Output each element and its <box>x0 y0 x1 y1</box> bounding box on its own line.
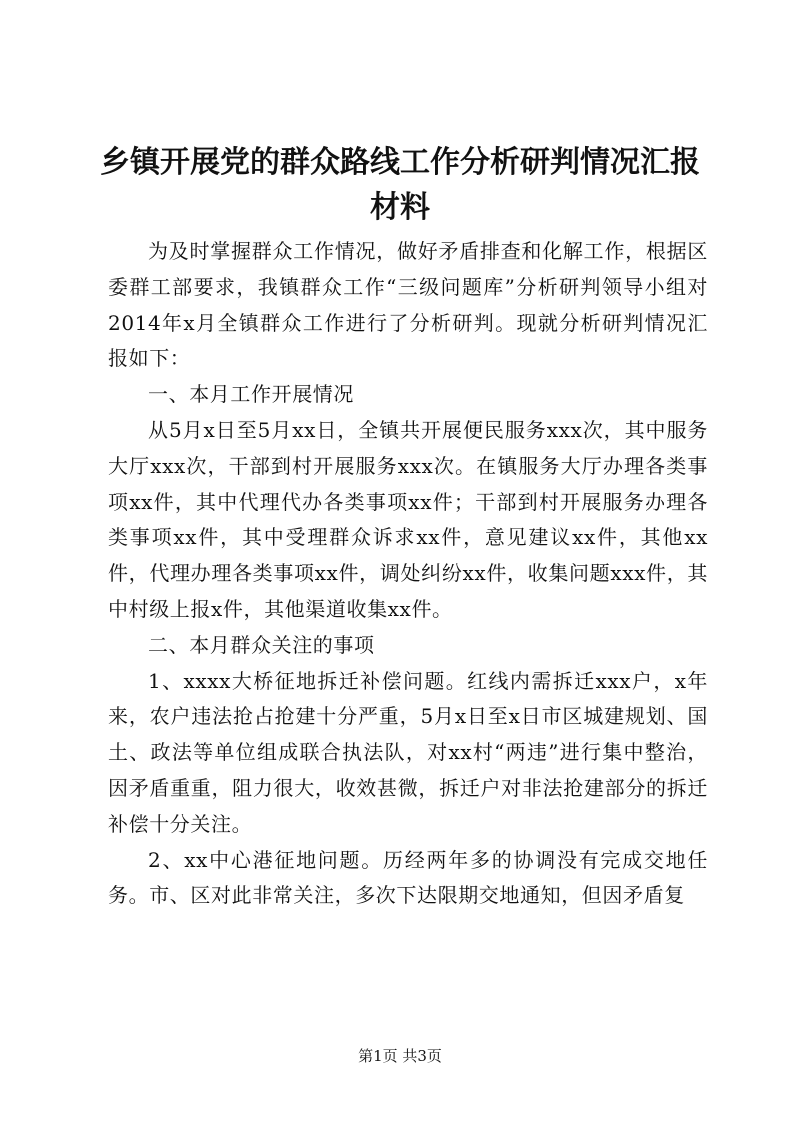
document-title: 乡镇开展党的群众路线工作分析研判情况汇报材料 <box>100 145 700 225</box>
work-summary-paragraph: 从5月x日至5月xx日，全镇共开展便民服务xxx次，其中服务大厅xxx次，干部到村开展服务xxx次。在镇服务大厅办理各类事项xx件，其中代理代办各类事项xx件；干部到村开展服务办理各类事项xx件，其中受理群众诉求xx件，意见建议xx件，其他xx件，代理办理各类事项xx件，调处纠纷xx件，收集问题xxx件，其中村级上报x件，其他渠道收集xx件。 <box>108 417 708 621</box>
document-body <box>108 234 708 914</box>
concern-item-1: 1、xxxx大桥征地拆迁补偿问题。红线内需拆迁xxx户，x年来，农户违法抢占抢建十分严重，5月x日至x日市区城建规划、国土、政法等单位组成联合执法队，对xx村“两违”进行集中整治，因矛盾重重，阻力很大，收效甚微，拆迁户对非法抢建部分的拆迁补偿十分关注。 <box>108 668 708 836</box>
page-footer: 第1页 共3页 <box>358 1047 442 1065</box>
section-heading-2: 二、本月群众关注的事项 <box>148 632 375 657</box>
section-heading-1: 一、本月工作开展情况 <box>148 382 354 407</box>
concern-item-2: 2、xx中心港征地问题。历经两年多的协调没有完成交地任务。市、区对此非常关注，多次下达限期交地通知，但因矛盾复 <box>108 847 708 908</box>
intro-paragraph: 为及时掌握群众工作情况，做好矛盾排查和化解工作，根据区委群工部要求，我镇群众工作“三级问题库”分析研判领导小组对2014年x月全镇群众工作进行了分析研判。现就分析研判情况汇报如下： <box>108 239 708 371</box>
